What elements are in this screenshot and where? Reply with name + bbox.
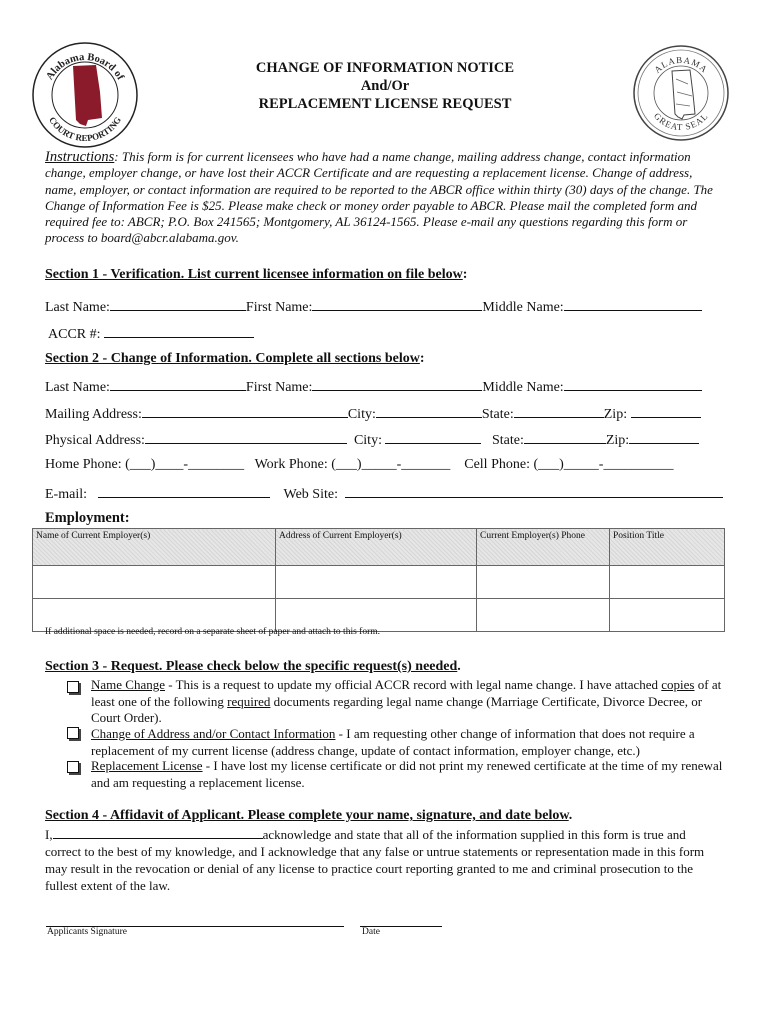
- section4-heading: [45, 808, 572, 824]
- opt3-text: - I have lost my license certificate or did not print my renewed certificate at the time of my renewal and am requesting a replacement license.: [91, 758, 723, 790]
- employment-heading: Employment:: [45, 510, 130, 526]
- s1-middle-name-label: Middle Name:: [482, 300, 564, 315]
- s2-middle-name-field[interactable]: [564, 377, 702, 391]
- s2-mailing-address-field[interactable]: [142, 404, 348, 418]
- section2-heading-suffix: :: [419, 351, 425, 366]
- signature-label: Applicants Signature: [47, 927, 127, 937]
- emp-col-position: Position Title: [610, 529, 725, 566]
- section3-heading: [45, 659, 461, 675]
- emp-cell-address-1[interactable]: [276, 566, 477, 599]
- employment-table-header: [33, 529, 725, 566]
- s2-physical-address-label: Physical Address:: [45, 433, 145, 448]
- s2-city2-field[interactable]: [385, 430, 481, 444]
- section2-email-row: [45, 484, 723, 503]
- opt1-copies: copies: [661, 677, 695, 692]
- s1-last-name-label: Last Name:: [45, 300, 110, 315]
- s2-cell-phone[interactable]: Cell Phone: (___)_____-__________: [464, 457, 674, 472]
- affidavit-i-prefix: I,: [45, 827, 53, 842]
- left-seal-text-top: Alabama Board of: [44, 51, 126, 83]
- s2-zip2-label: Zip:: [605, 433, 630, 448]
- right-seal-text-bottom: GREAT SEAL: [651, 110, 711, 133]
- employment-table: [32, 528, 725, 632]
- section1-heading: [45, 267, 467, 283]
- emp-cell-phone-1[interactable]: [477, 566, 610, 599]
- right-seal-text-top: ALABAMA: [652, 54, 710, 75]
- s2-first-name-field[interactable]: [312, 377, 482, 391]
- emp-cell-position-1[interactable]: [610, 566, 725, 599]
- change-of-address-checkbox[interactable]: [67, 727, 79, 739]
- section4-heading-text: Section 4 - Affidavit of Applicant. Please complete your name, signature, and date below: [45, 808, 569, 823]
- opt1-text-b: of at least one of the following: [91, 677, 722, 709]
- s2-work-phone[interactable]: Work Phone: (___)_____-_______: [254, 457, 451, 472]
- opt2-text: - I am requesting other change of information that does not require a replacement of my current license (address change, update of contact information, employer change, etc.): [91, 726, 695, 758]
- section3-heading-text: Section 3 - Request. Please check below the specific request(s) needed: [45, 659, 458, 674]
- section2-heading-text: Section 2 - Change of Information. Complete all sections below: [45, 351, 420, 366]
- s2-zip2-field[interactable]: [629, 430, 699, 444]
- s2-middle-name-label: Middle Name:: [482, 380, 564, 395]
- svg-text:GREAT SEAL: [652, 111, 710, 132]
- emp-cell-phone-2[interactable]: [477, 599, 610, 632]
- s2-email-field[interactable]: [98, 484, 270, 498]
- emp-col-name: Name of Current Employer(s): [33, 529, 276, 566]
- s2-mailing-address-label: Mailing Address:: [45, 407, 142, 422]
- employment-note: If additional space is needed, record on a separate sheet of paper and attach to this form.: [45, 627, 381, 637]
- s1-first-name-label: First Name:: [245, 300, 313, 315]
- s2-website-label: Web Site:: [283, 487, 338, 502]
- s1-first-name-field[interactable]: [312, 297, 482, 311]
- s2-city-label: City:: [347, 407, 376, 422]
- affidavit-body: acknowledge and state that all of the information supplied in this form is true and correct to the best of my knowledge, and I acknowledge that any false or untrue statements or representation made in this form may result in the revocation or denial of any license to practice court reporting granted to me and criminal prosecution to the fullest extent of the law.: [45, 827, 705, 893]
- s2-last-name-label: Last Name:: [45, 380, 110, 395]
- affidavit-name-field[interactable]: [53, 826, 263, 839]
- request-option-name-change: [91, 677, 731, 727]
- opt1-label: Name Change: [91, 677, 166, 692]
- s1-middle-name-field[interactable]: [564, 297, 702, 311]
- section2-physical-row: [45, 430, 699, 449]
- emp-col-address: Address of Current Employer(s): [276, 529, 477, 566]
- section1-heading-suffix: :: [462, 267, 468, 282]
- s2-last-name-field[interactable]: [110, 377, 246, 391]
- section2-name-row: [45, 377, 702, 396]
- s2-city2-label: City:: [353, 433, 382, 448]
- name-change-checkbox[interactable]: [67, 681, 79, 693]
- instructions-label: Instructions: [45, 149, 115, 165]
- replacement-license-checkbox[interactable]: [67, 761, 79, 773]
- s2-website-field[interactable]: [345, 484, 723, 498]
- s2-physical-address-field[interactable]: [145, 430, 347, 444]
- emp-cell-position-2[interactable]: [610, 599, 725, 632]
- form-title: [0, 59, 770, 113]
- title-line-2: And/Or: [360, 78, 410, 94]
- section1-name-row: [45, 297, 702, 316]
- s2-first-name-label: First Name:: [245, 380, 313, 395]
- s1-last-name-field[interactable]: [110, 297, 246, 311]
- section4-heading-suffix: .: [568, 808, 573, 823]
- request-option-change-of-address: [91, 726, 731, 759]
- section3-heading-suffix: .: [457, 659, 461, 674]
- date-label: Date: [362, 927, 380, 937]
- s1-accr-label: ACCR #:: [48, 327, 101, 342]
- s2-home-phone[interactable]: Home Phone: (___)____-________: [45, 457, 245, 472]
- emp-col-phone: Current Employer(s) Phone: [477, 529, 610, 566]
- s2-zip-field[interactable]: [631, 404, 701, 418]
- s2-state-field[interactable]: [514, 404, 604, 418]
- table-row: [33, 566, 725, 599]
- s2-state-label: State:: [481, 407, 514, 422]
- title-line-3: REPLACEMENT LICENSE REQUEST: [258, 96, 512, 112]
- s2-zip-label: Zip:: [603, 407, 628, 422]
- opt1-text-a: - This is a request to update my official ACCR record with legal name change. I have attached: [165, 677, 662, 692]
- instructions-text: : This form is for current licensees who have had a name change, mailing address change, contact information change, employer change, or have lost their ACCR Certificate and are requesting a replacement license. Change of address, name, employer, or contact information are required to be reported to the ABCR office within thirty (30) days of the change. The Change of Information Fee is $25. Please make check or money order payable to ABCR. Please mail the completed form and required fee to: ABCR; P.O. Box 241565; Montgomery, AL 36124-1565. Please e-mail any questions regarding this form or process to board@abcr.alabama.gov.: [45, 149, 713, 246]
- opt1-required: required: [227, 693, 271, 709]
- opt3-label: Replacement License: [91, 758, 203, 773]
- affidavit-text: [45, 826, 725, 894]
- s1-accr-field[interactable]: [104, 324, 254, 338]
- s2-state2-field[interactable]: [524, 430, 606, 444]
- section2-heading: [45, 351, 425, 367]
- s2-email-label: E-mail:: [45, 487, 87, 502]
- section1-heading-text: Section 1 - Verification. List current licensee information on file below: [45, 267, 463, 282]
- opt2-label: Change of Address and/or Contact Information: [91, 726, 336, 741]
- request-option-replacement-license: [91, 758, 731, 791]
- instructions: [45, 149, 721, 247]
- emp-cell-name-1[interactable]: [33, 566, 276, 599]
- opt1-text-c: documents regarding legal name change (Marriage Certificate, Divorce Decree, or Court Order).: [91, 693, 703, 725]
- title-line-1: CHANGE OF INFORMATION NOTICE: [255, 60, 515, 76]
- s2-state2-label: State:: [491, 433, 524, 448]
- s2-city-field[interactable]: [376, 404, 482, 418]
- section1-accr-row: [48, 324, 254, 343]
- section2-phone-row: [45, 457, 673, 473]
- left-seal-text-bottom: COURT REPORTING: [47, 114, 124, 144]
- section2-mailing-row: [45, 404, 701, 423]
